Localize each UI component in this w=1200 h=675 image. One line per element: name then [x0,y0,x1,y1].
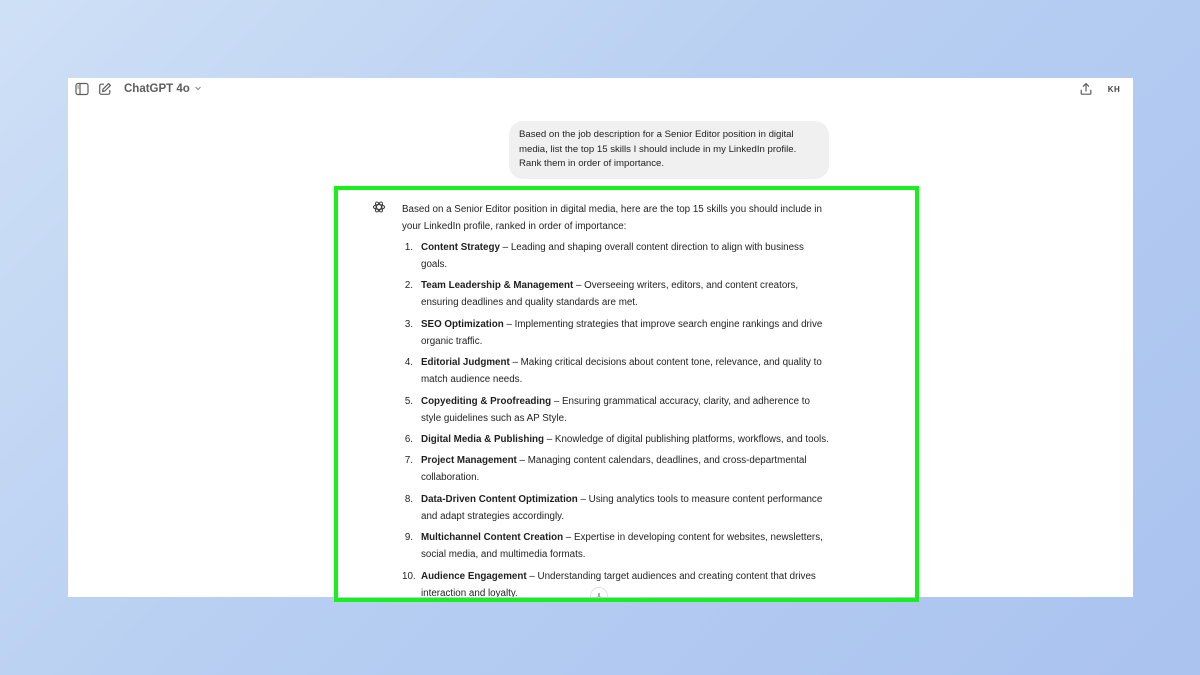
chevron-down-icon [194,83,202,95]
share-icon[interactable] [1078,81,1094,97]
skill-title: Copyediting & Proofreading [421,395,552,407]
skill-number: 3. [404,318,413,330]
skill-title: Project Management [421,455,517,467]
top-bar [68,78,1133,100]
skill-description: – Knowledge of digital publishing platforms, workflows, and tools. [544,433,829,445]
skill-item [402,393,832,427]
skills-list [402,239,832,597]
model-selector[interactable] [124,81,202,97]
skill-description: – Making critical decisions about content tone, relevance, and quality to match audience needs. [421,357,822,386]
skill-title: Multichannel Content Creation [421,532,564,544]
sidebar-toggle-icon[interactable] [74,81,90,97]
skill-item [402,491,832,525]
skill-description: – Ensuring grammatical accuracy, clarity, and adherence to style guidelines such as AP Style. [421,395,810,424]
skill-description: – Managing content calendars, deadlines, and cross-departmental collaboration. [421,455,807,484]
skill-number: 4. [404,357,413,369]
new-chat-icon[interactable] [97,81,113,97]
arrow-down-icon [595,587,603,597]
skill-number: 9. [404,532,413,544]
avatar[interactable]: KH [1107,84,1121,94]
skill-description: – Leading and shaping overall content direction to align with business goals. [421,242,804,270]
skill-description: – Expertise in developing content for websites, newsletters, social media, and multimedia formats. [421,532,823,561]
skill-number: 5. [404,395,413,407]
chat-window [68,78,1133,597]
skill-item [402,354,832,388]
model-name: ChatGPT 4o [124,83,190,95]
skill-number: 8. [404,493,413,505]
skill-number: 2. [404,280,413,292]
assistant-intro: Based on a Senior Editor position in digital media, here are the top 15 skills you should include in your LinkedIn profile, ranked in order of importance: [402,204,822,232]
skill-number: 6. [404,433,413,445]
skill-title: Team Leadership & Management [421,280,574,292]
skill-item [402,568,832,597]
skill-description: – Implementing strategies that improve search engine rankings and drive organic traffic. [421,318,823,347]
skill-description: – Using analytics tools to measure content performance and adapt strategies accordingly. [421,493,823,522]
skill-number: 10. [402,570,416,582]
skill-description: – Understanding target audiences and creating content that drives interaction and loyalty. [421,570,816,597]
skill-item [402,277,832,311]
skill-item [402,316,832,350]
skill-title: SEO Optimization [421,318,504,330]
skill-item [402,431,832,448]
skill-number: 1. [404,242,413,253]
skill-description: – Overseeing writers, editors, and content creators, ensuring deadlines and quality standards are met. [421,280,799,309]
skill-title: Digital Media & Publishing [421,433,545,445]
user-message-bubble: Based on the job description for a Senior Editor position in digital media, list the top 15 skills I should include in my LinkedIn profile. Rank them in order of importance. [509,121,829,179]
skill-title: Editorial Judgment [421,357,510,369]
skill-item [402,452,832,486]
skill-title: Audience Engagement [421,570,527,582]
openai-logo-icon [372,200,386,214]
skill-number: 7. [404,455,413,467]
skill-title: Content Strategy [421,242,500,253]
skill-item [402,529,832,563]
skill-item [402,239,832,273]
skill-title: Data-Driven Content Optimization [421,493,578,505]
